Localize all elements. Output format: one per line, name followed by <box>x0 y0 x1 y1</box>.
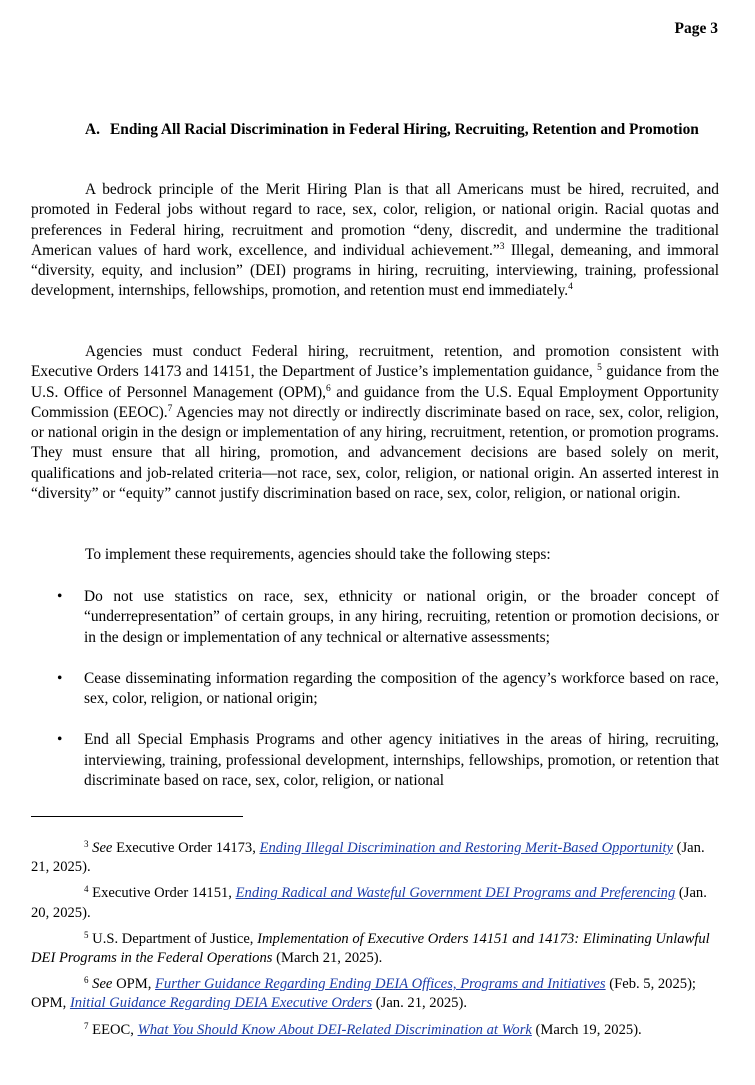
footnote-ref-4[interactable]: 4 <box>568 282 573 293</box>
footnote-text: EEOC, <box>88 1021 138 1038</box>
footnote-number: 6 <box>84 975 89 986</box>
list-item-text: Do not use statistics on race, sex, ethnicity or national origin, or the broader concept of “underrepresentation” of certain groups, in any hiring, recruiting, retention or promotion decisions, or in the design or implementation of any technical or alternative assessments; <box>84 588 719 646</box>
paragraph-1 <box>31 180 719 302</box>
footnote-link[interactable]: Further Guidance Regarding Ending DEIA Offices, Programs and Initiatives <box>155 976 606 993</box>
bullet-icon: • <box>57 731 63 749</box>
footnote-4 <box>31 884 715 922</box>
footnote-number: 4 <box>84 884 89 895</box>
footnote-divider <box>31 816 243 817</box>
footnote-text: (Jan. 21, 2025). <box>31 840 705 876</box>
footnote-ref-3[interactable]: 3 <box>499 241 505 252</box>
footnote-ref-5[interactable]: 5 <box>597 363 602 374</box>
footnote-link[interactable]: Ending Illegal Discrimination and Restoring Merit-Based Opportunity <box>259 840 673 856</box>
footnote-text: (Jan. 20, 2025). <box>31 885 707 921</box>
footnote-ref-7[interactable]: 7 <box>167 403 173 414</box>
steps-list <box>31 587 719 812</box>
footnote-7 <box>31 1021 715 1040</box>
paragraph-text: and guidance from the U.S. Equal Employment Opportunity Commission (EEOC). <box>31 383 719 421</box>
footnotes <box>31 839 715 1047</box>
footnote-link[interactable]: Initial Guidance Regarding DEIA Executive Orders <box>69 995 373 1012</box>
footnote-3 <box>31 839 715 877</box>
footnote-5 <box>31 930 715 968</box>
footnote-number: 3 <box>84 839 89 849</box>
bullet-icon: • <box>57 669 63 687</box>
footnote-ref-6[interactable]: 6 <box>326 383 331 394</box>
paragraph-text: Agencies must conduct Federal hiring, recruitment, retention, and promotion consistent with Executive Orders 14173 and 14151, the Department of Justice’s implementation guidance, <box>31 343 719 381</box>
section-heading <box>85 120 719 140</box>
footnote-text: OPM, <box>112 976 155 993</box>
paragraph-text: Agencies may not directly or indirectly discriminate based on race, sex, color, religion, or national origin in the design or implementation of any hiring, recruitment, retention, or promotion programs. They must ensure that all hiring, promotion, and advancement decisions are based solely on merit, qualifications and job-related criteria—not race, sex, color, religion, or national origin. An asserted interest in “diversity” or “equity” cannot justify discrimination based on race, sex, color, religion, or national origin. <box>31 403 720 503</box>
footnote-text: U.S. Department of Justice, <box>88 930 258 947</box>
signal-see: See <box>92 976 113 993</box>
footnote-number: 5 <box>84 929 89 940</box>
list-item <box>31 730 719 791</box>
footnote-6 <box>31 975 715 1013</box>
list-item-text: End all Special Emphasis Programs and other agency initiatives in the areas of hiring, recruiting, interviewing, training, professional development, internships, fellowships, promotion, or retention that discriminate based on race, sex, color, religion, or national <box>84 731 719 790</box>
list-item <box>31 587 719 648</box>
page-number: Page 3 <box>674 20 718 37</box>
list-item <box>31 669 719 710</box>
footnote-number: 7 <box>84 1020 89 1031</box>
paragraph-text: A bedrock principle of the Merit Hiring Plan is that all Americans must be hired, recruited, and promoted in Federal jobs without regard to race, sex, color, religion, or national origin. Racial quotas and preferences in Federal hiring, recruitment and promotion “deny, discredit, and undermine the traditional American values of hard work, excellence, and individual achievement.” <box>31 181 719 259</box>
footnote-link[interactable]: What You Should Know About DEI-Related Discrimination at Work <box>137 1021 532 1038</box>
paragraph-2 <box>31 342 719 504</box>
footnote-text: (Feb. 5, 2025); OPM, <box>31 976 696 1012</box>
footnote-title: Implementation of Executive Orders 14151 and 14173: Eliminating Unlawful DEI Programs in the Federal Operations <box>31 930 710 967</box>
footnote-text: (March 21, 2025). <box>272 950 383 967</box>
footnote-link[interactable]: Ending Radical and Wasteful Government DEI Programs and Preferencing <box>235 885 676 902</box>
paragraph-text: To implement these requirements, agencies should take the following steps: <box>85 546 551 563</box>
footnote-text: Executive Order 14173, <box>112 840 260 856</box>
footnote-text: Executive Order 14151, <box>88 885 236 902</box>
footnote-text: (Jan. 21, 2025). <box>372 995 467 1012</box>
footnote-text: (March 19, 2025). <box>531 1021 642 1038</box>
paragraph-text: Illegal, demeaning, and immoral “diversity, equity, and inclusion” (DEI) programs in hiring, recruiting, interviewing, training, professional development, internships, fellowships, promotion, and retention must end immediately. <box>31 241 719 300</box>
bullet-icon: • <box>57 588 63 605</box>
paragraph-text: guidance from the U.S. Office of Personnel Management (OPM), <box>31 363 719 401</box>
section-title: Ending All Racial Discrimination in Federal Hiring, Recruiting, Retention and Promotion <box>110 121 699 138</box>
signal-see: See <box>92 840 113 856</box>
paragraph-3 <box>31 545 719 565</box>
list-item-text: Cease disseminating information regarding the composition of the agency’s workforce based on race, sex, color, religion, or national origin; <box>84 669 719 708</box>
section-letter: A. <box>85 121 100 138</box>
